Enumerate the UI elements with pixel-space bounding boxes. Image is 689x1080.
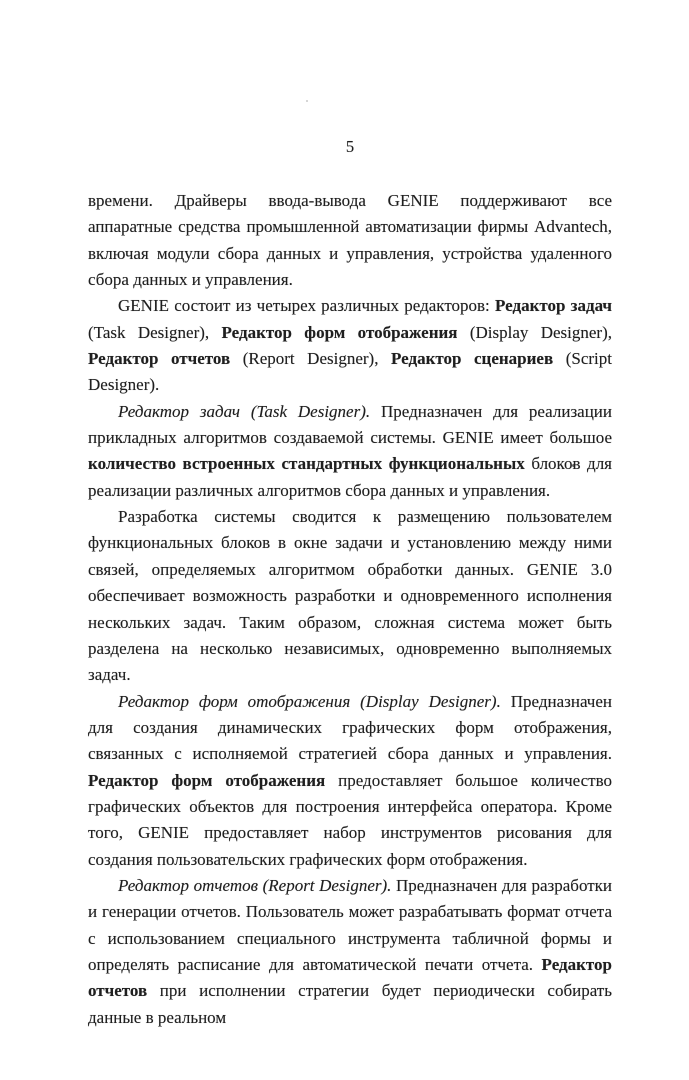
text-segment-bold: Редактор отчетов: [88, 954, 612, 1001]
text-segment-normal: времени. Драйверы ввода-вывода GENIE поддерживают все аппаратные средства промышленной автоматизации фирмы Advantech, включая модули сбора данных и управления, устройства удаленного сбора данных и управления.: [88, 191, 612, 290]
text-segment-normal: (Display Designer),: [457, 322, 612, 342]
text-segment-italic: Редактор форм отображения (Display Designer).: [118, 691, 501, 711]
paragraph: [88, 188, 612, 293]
text-segment-bold: Редактор форм отображения: [221, 322, 458, 342]
text-segment-normal: (Script Designer).: [88, 349, 612, 395]
paragraph: [88, 689, 612, 873]
text-segment-normal: Предназначен для создания динамических графических форм отображения, связанных с исполняемой стратегией сбора данных и управления.: [88, 691, 612, 764]
text-segment-normal: (Task Designer),: [88, 322, 222, 342]
text-segment-normal: при исполнении стратегии будет периодически собирать данные в реальном: [88, 981, 612, 1027]
text-segment-bold: Редактор задач: [495, 296, 613, 316]
text-segment-italic: Редактор отчетов (Report Designer).: [118, 875, 392, 895]
text-segment-normal: Разработка системы сводится к размещению пользователем функциональных блоков в окне задачи и установлению между ними связей, определяемых алгоритмом обработки данных. GENIE 3.0 обеспечивает возможность разработки и одновременного исполнения нескольких задач. Таким образом, сложная система может быть разделена на несколько независимых, одновременно выполняемых задач.: [88, 507, 612, 685]
text-segment-bold: Редактор отчетов: [88, 349, 231, 369]
page-number: 5: [345, 137, 355, 156]
text-segment-italic: Редактор задач (Task Designer).: [118, 401, 371, 421]
paragraph: [88, 504, 612, 688]
text-segment-normal: Предназначен для реализации прикладных алгоритмов создаваемой системы. GENIE имеет большое: [88, 401, 612, 448]
text-segment-bold: количество встроенных стандартных функциональных: [88, 454, 525, 474]
text-segment-normal: блоков для реализации различных алгоритмов сбора данных и управления.: [88, 454, 612, 500]
text-segment-normal: GENIE состоит из четырех различных редакторов:: [118, 296, 495, 316]
document-body: [88, 188, 612, 1031]
paragraph: [88, 293, 612, 398]
paragraph: [88, 399, 612, 504]
text-segment-normal: (Report Designer),: [230, 349, 391, 369]
text-segment-bold: Редактор форм отображения: [88, 770, 326, 790]
text-segment-normal: Предназначен для разработки и генерации отчетов. Пользователь может разрабатывать формат отчета с использованием специального инструмента табличной формы и определять расписание для автоматической печати отчета.: [88, 875, 613, 974]
text-segment-normal: предоставляет большое количество графических объектов для построения интерфейса оператора. Кроме того, GENIE предоставляет набор инструментов рисования для создания пользовательских графических форм отображения.: [88, 770, 612, 869]
scan-speck: [306, 100, 308, 102]
paragraph: [88, 873, 612, 1031]
text-segment-bold: Редактор сценариев: [391, 349, 554, 369]
